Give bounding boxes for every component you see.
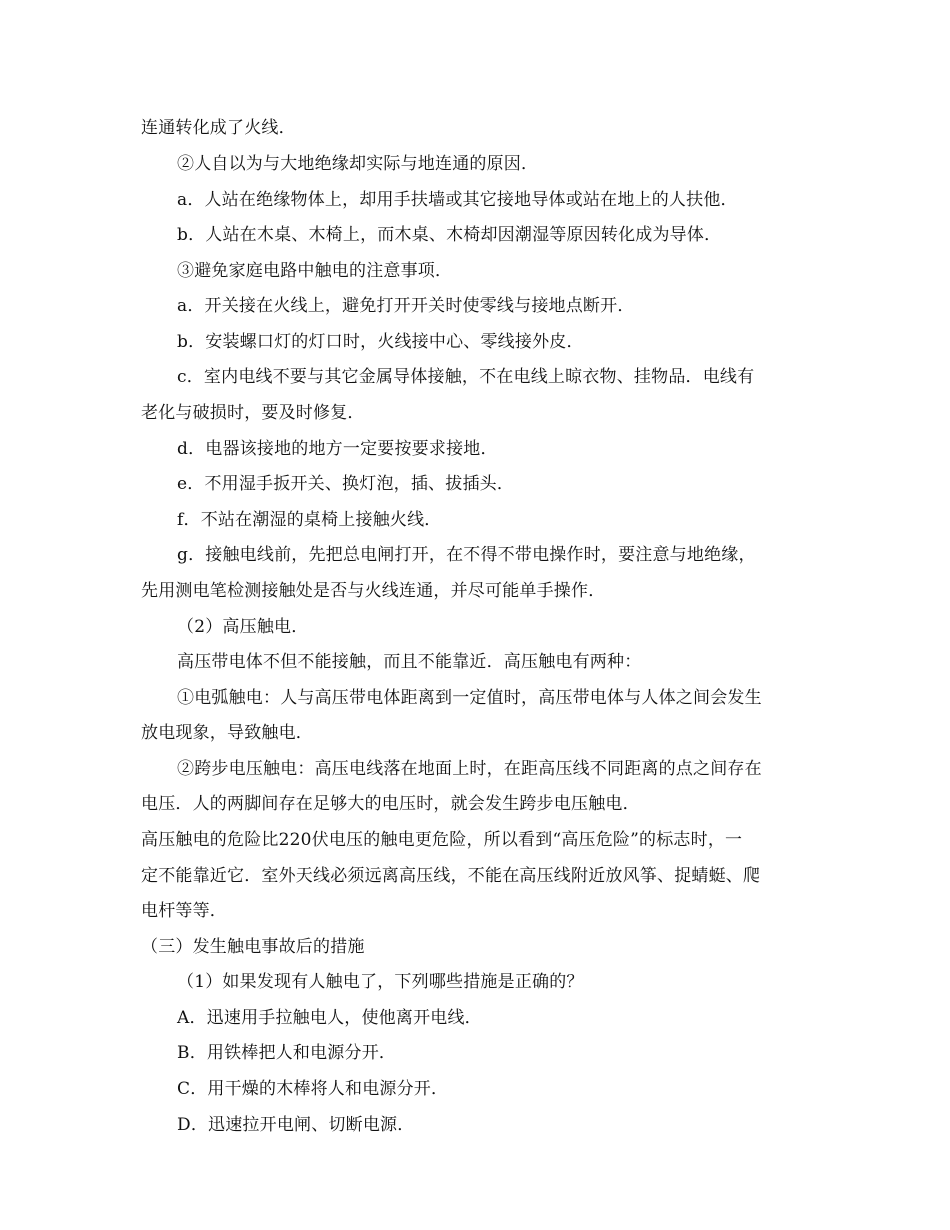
answer-option: B．用铁棒把人和电源分开． — [177, 1043, 397, 1063]
answer-option: C．用干燥的木棒将人和电源分开． — [177, 1079, 449, 1099]
answer-option: D．迅速拉开电闸、切断电源． — [177, 1115, 415, 1135]
text-line: （2）高压触电． — [177, 617, 309, 637]
text-line: 高压带电体不但不能接触，而且不能靠近．高压触电有两种： — [177, 652, 642, 672]
text-line: 连通转化成了火线． — [141, 118, 296, 138]
text-line: ②人自以为与大地绝缘却实际与地连通的原因． — [177, 154, 539, 174]
text-line: f．不站在潮湿的桌椅上接触火线． — [177, 510, 442, 530]
text-line: 定不能靠近它．室外天线必须远离高压线，不能在高压线附近放风筝、捉蜻蜓、爬 — [141, 866, 761, 886]
text-line: a．人站在绝缘物体上，却用手扶墙或其它接地导体或站在地上的人扶他． — [177, 190, 738, 210]
text-line: ①电弧触电：人与高压带电体距离到一定值时，高压带电体与人体之间会发生 — [177, 688, 762, 708]
text-line: b．安装螺口灯的灯口时，火线接中心、零线接外皮． — [177, 332, 584, 352]
text-line: 高压触电的危险比220伏电压的触电更危险，所以看到“高压危险”的标志时，一 — [141, 830, 743, 850]
text-line: ②跨步电压触电：高压电线落在地面上时，在距高压线不同距离的点之间存在 — [177, 759, 762, 779]
text-line: d．电器该接地的地方一定要按要求接地． — [177, 439, 498, 459]
text-line: ③避免家庭电路中触电的注意事项． — [177, 261, 453, 281]
text-line: g．接触电线前，先把总电闸打开，在不得不带电操作时，要注意与地绝缘， — [177, 545, 756, 565]
text-line: 老化与破损时，要及时修复． — [141, 403, 365, 423]
text-line: a．开关接在火线上，避免打开开关时使零线与接地点断开． — [177, 296, 635, 316]
text-line: 先用测电笔检测接触处是否与火线连通，并尽可能单手操作． — [141, 581, 606, 601]
text-line: 电杆等等． — [141, 901, 227, 921]
text-line: e．不用湿手扳开关、换灯泡，插、拔插头． — [177, 474, 515, 494]
question-text: （1）如果发现有人触电了，下列哪些措施是正确的？ — [177, 972, 584, 992]
text-line: 电压．人的两脚间存在足够大的电压时，就会发生跨步电压触电． — [141, 794, 640, 814]
text-line: b．人站在木桌、木椅上，而木桌、木椅却因潮湿等原因转化成为导体． — [177, 225, 722, 245]
text-line: c．室内电线不要与其它金属导体接触，不在电线上晾衣物、挂物品．电线有 — [177, 367, 755, 387]
text-line: 放电现象，导致触电． — [141, 723, 313, 743]
answer-option: A．迅速用手拉触电人，使他离开电线． — [177, 1008, 482, 1028]
section-heading: （三）发生触电事故后的措施 — [141, 937, 365, 957]
